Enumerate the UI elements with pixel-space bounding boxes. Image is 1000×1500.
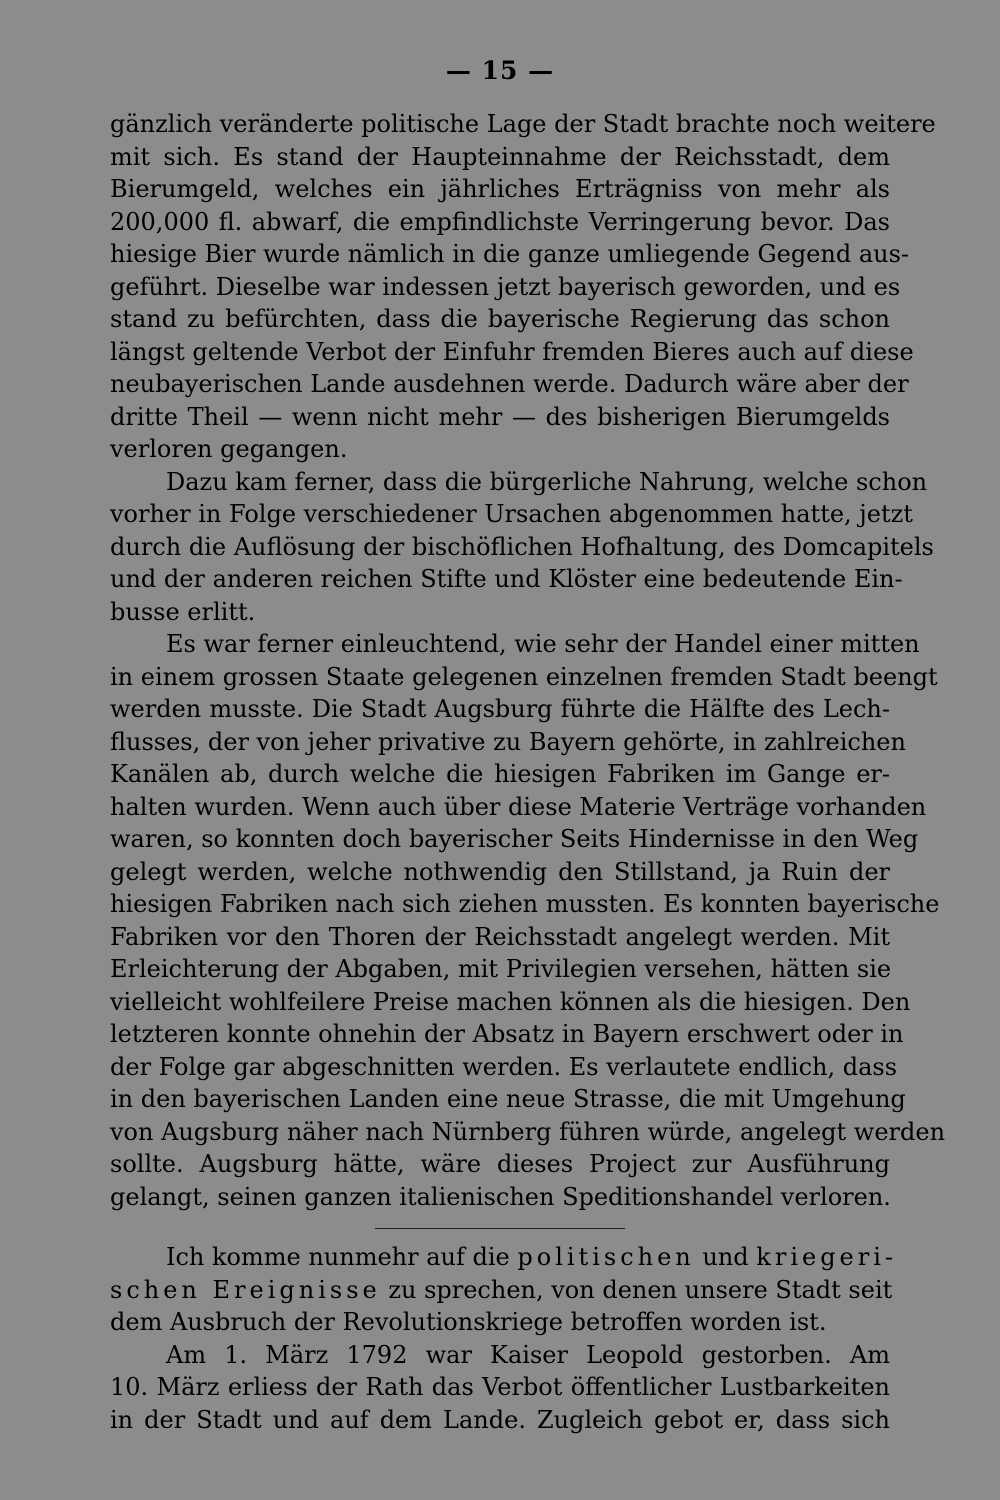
text-line: dritte Theil — wenn nicht mehr — des bisherigen Bierumgelds — [110, 402, 890, 431]
text-line: und der anderen reichen Stifte und Klöster eine bedeutende Ein- — [110, 565, 903, 593]
text-line: geführt. Dieselbe war indessen jetzt bayerisch geworden, und es — [110, 272, 901, 301]
text-line: Erleichterung der Abgaben, mit Privilegien versehen, hätten sie — [110, 955, 892, 983]
text-line: mit sich. Es stand der Haupteinnahme der Reichsstadt, dem — [110, 142, 890, 171]
text-line: vorher in Folge verschiedener Ursachen abgenommen hatte, jetzt — [110, 500, 913, 528]
text-line: 200,000 fl. abwarf, die empfindlichste Verringerung bevor. Das — [110, 207, 890, 236]
text-line: gänzlich veränderte politische Lage der Stadt brachte noch weitere — [110, 110, 936, 138]
text-line: flusses, der von jeher privative zu Bayern gehörte, in zahlreichen — [110, 727, 906, 756]
text-line: längst geltende Verbot der Einfuhr fremden Bieres auch auf diese — [110, 337, 914, 366]
text-line: gelegt werden, welche nothwendig den Stillstand, ja Ruin der — [110, 857, 890, 886]
text-line: der Folge gar abgeschnitten werden. Es verlautete endlich, dass — [110, 1052, 898, 1081]
text-line: in den bayerischen Landen eine neue Strasse, die mit Umgehung — [110, 1085, 906, 1113]
text-line: hiesigen Fabriken nach sich ziehen mussten. Es konnten bayerische — [110, 890, 940, 918]
text-line: vielleicht wohlfeilere Preise machen können als die hiesigen. Den — [110, 987, 911, 1016]
text-line: neubayerischen Lande ausdehnen werde. Dadurch wäre aber der — [110, 370, 909, 398]
paragraph-4 — [110, 1241, 898, 1339]
text-line — [110, 1241, 898, 1274]
text-line: in der Stadt und auf dem Lande. Zugleich gebot er, dass sich — [110, 1405, 890, 1434]
text-line: Dazu kam ferner, dass die bürgerliche Nahrung, welche schon — [166, 467, 928, 496]
text-line: Kanälen ab, durch welche die hiesigen Fabriken im Gange er- — [110, 760, 890, 788]
text-line: waren, so konnten doch bayerischer Seits Hindernisse in den Weg — [110, 825, 919, 853]
text-line: Am 1. März 1792 war Kaiser Leopold gestorben. Am — [166, 1340, 890, 1369]
paragraph-5 — [110, 1339, 890, 1437]
text-line: gelangt, seinen ganzen italienischen Speditionshandel verloren. — [110, 1182, 891, 1211]
emphasized-text: kriegeri- — [756, 1243, 898, 1271]
text-line: hiesige Bier wurde nämlich in die ganze umliegende Gegend aus- — [110, 240, 910, 268]
text-line: durch die Auflösung der bischöflichen Hofhaltung, des Domcapitels — [110, 532, 934, 561]
text-line: werden musste. Die Stadt Augsburg führte die Hälfte des Lech- — [110, 695, 890, 723]
emphasized-text: schen Ereignisse — [110, 1275, 381, 1304]
text-line: Fabriken vor den Thoren der Reichsstadt angelegt werden. Mit — [110, 922, 890, 951]
emphasized-text: politischen — [517, 1243, 695, 1271]
text-line — [110, 1274, 893, 1307]
paragraph-2 — [110, 466, 934, 629]
text-line: sollte. Augsburg hätte, wäre dieses Project zur Ausführung — [110, 1150, 890, 1178]
text-run: Ich komme nunmehr auf die — [166, 1243, 518, 1271]
text-run: und — [694, 1243, 757, 1271]
text-line: 10. März erliess der Rath das Verbot öffentlicher Lustbarkeiten — [110, 1373, 890, 1401]
text-run: zu sprechen, von denen unsere Stadt seit — [380, 1275, 893, 1304]
paragraph-1 — [110, 108, 936, 466]
page-body — [110, 108, 946, 1436]
text-line: Bierumgeld, welches ein jährliches Erträgniss von mehr als — [110, 175, 890, 203]
text-line: in einem grossen Staate gelegenen einzelnen fremden Stadt beengt — [110, 662, 938, 691]
text-line: stand zu befürchten, dass die bayerische Regierung das schon — [110, 305, 890, 333]
text-line: letzteren konnte ohnehin der Absatz in Bayern erschwert oder in — [110, 1020, 904, 1048]
text-line: halten wurden. Wenn auch über diese Materie Verträge vorhanden — [110, 792, 927, 821]
paragraph-3 — [110, 628, 946, 1213]
page-number: — 15 — — [445, 56, 555, 85]
text-line: verloren gegangen. — [110, 435, 348, 463]
text-line: von Augsburg näher nach Nürnberg führen würde, angelegt werden — [110, 1117, 946, 1146]
text-line: busse erlitt. — [110, 597, 256, 626]
section-divider — [375, 1228, 625, 1229]
text-line: Es war ferner einleuchtend, wie sehr der Handel einer mitten — [166, 630, 920, 658]
text-line: dem Ausbruch der Revolutionskriege betroffen worden ist. — [110, 1308, 827, 1336]
